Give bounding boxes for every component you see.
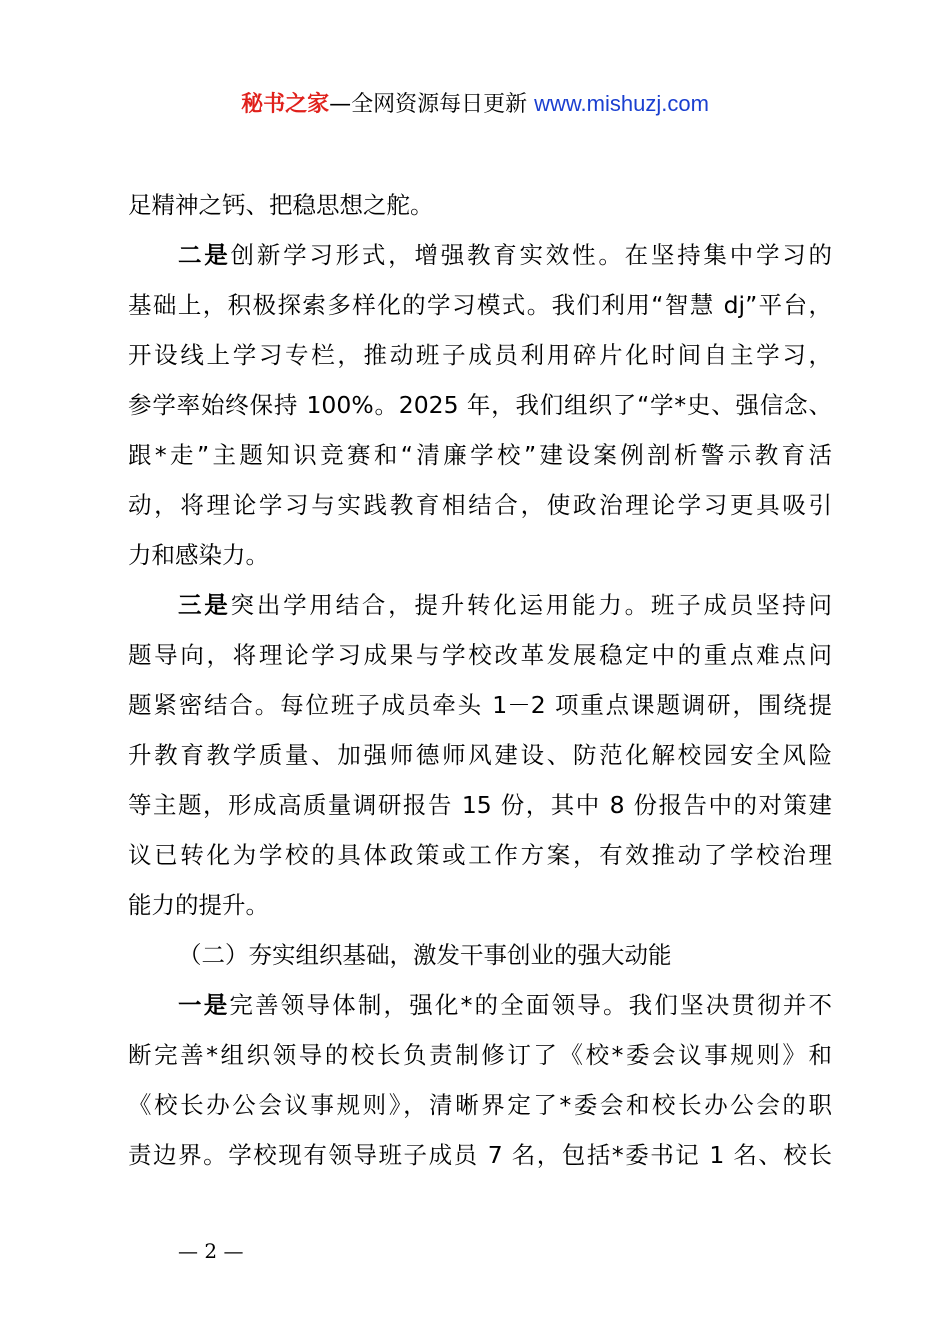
text-line: 突出学用结合，提升转化运用能力。班子成员坚持问	[230, 591, 833, 619]
paragraph-lead: 一是	[178, 991, 230, 1019]
paragraph-lead: 二是	[178, 241, 231, 269]
section-heading: （二）夯实组织基础，激发干事创业的强大动能	[178, 941, 672, 969]
text-line: 足精神之钙、把稳思想之舵。	[128, 191, 434, 219]
text-line: 升教育教学质量、加强师德师风建设、防范化解校园安全风险	[128, 741, 832, 769]
page-number: — 2 —	[178, 1239, 244, 1263]
site-header	[0, 86, 950, 123]
header-tagline: —全网资源每日更新	[329, 92, 528, 117]
text-line: 等主题，形成高质量调研报告 15 份，其中 8 份报告中的对策建	[128, 791, 832, 819]
text-line: 力和感染力。	[128, 541, 269, 569]
document-body	[128, 180, 832, 1180]
site-url-link[interactable]: www.mishuzj.com	[534, 91, 709, 116]
text-line: 议已转化为学校的具体政策或工作方案，有效推动了学校治理	[128, 841, 832, 869]
text-line: 能力的提升。	[128, 891, 269, 919]
paragraph-first-line	[128, 980, 832, 1030]
text-line: 开设线上学习专栏，推动班子成员利用碎片化时间自主学习，	[128, 341, 832, 369]
text-line: 题导向，将理论学习成果与学校改革发展稳定中的重点难点问	[128, 641, 832, 669]
text-line: 断完善*组织领导的校长负责制修订了《校*委会议事规则》和	[128, 1041, 832, 1069]
text-line: 创新学习形式，增强教育实效性。在坚持集中学习的	[230, 241, 833, 269]
text-line: 动，将理论学习与实践教育相结合，使政治理论学习更具吸引	[128, 491, 832, 519]
text-line: 题紧密结合。每位班子成员牵头 1－2 项重点课题调研，围绕提	[128, 691, 832, 719]
text-line: 跟*走”主题知识竞赛和“清廉学校”建设案例剖析警示教育活	[128, 441, 832, 469]
brand-name: 秘书之家	[241, 92, 330, 117]
text-line: 完善领导体制，强化*的全面领导。我们坚决贯彻并不	[229, 991, 833, 1019]
paragraph-first-line	[128, 580, 832, 630]
paragraph-lead: 三是	[178, 591, 231, 619]
text-line: 参学率始终保持 100%。2025 年，我们组织了“学*史、强信念、	[128, 391, 832, 419]
paragraph-first-line	[128, 230, 832, 280]
text-line: 责边界。学校现有领导班子成员 7 名，包括*委书记 1 名、校长	[128, 1141, 832, 1169]
text-line: 基础上，积极探索多样化的学习模式。我们利用“智慧 dj”平台，	[128, 291, 832, 319]
text-line: 《校长办公会议事规则》，清晰界定了*委会和校长办公会的职	[128, 1091, 832, 1119]
